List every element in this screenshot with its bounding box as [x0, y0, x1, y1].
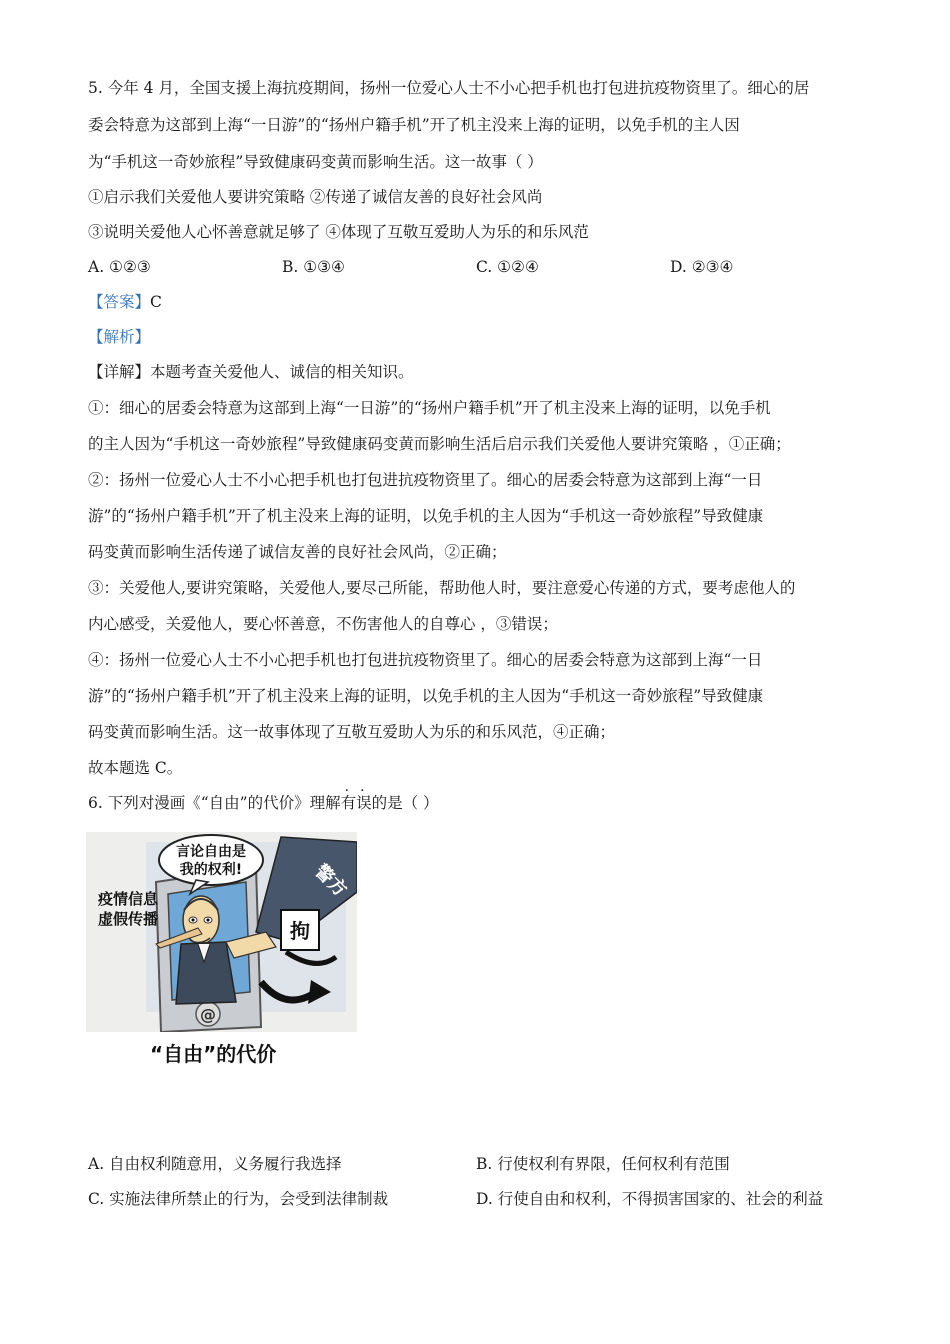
q5-stem-line-3: 为“手机这一奇妙旅程”导致健康码变黄而影响生活。这一故事（ ）: [88, 153, 543, 171]
q6-stem: [88, 793, 439, 813]
detail-line-11: 码变黄而影响生活。这一故事体现了互敬互爱助人为乐的和乐风范，④正确；: [88, 723, 616, 741]
detail-line-7: ③：关爱他人,要讲究策略，关爱他人,要尽己所能，帮助他人时，要注意爱心传递的方式，要考虑他人的: [88, 579, 796, 597]
q6-stem-before: 6. 下列对漫画《“自由”的代价》理解: [88, 794, 341, 812]
q5-option-d: D. ②③④: [670, 258, 734, 276]
q5-answer: [88, 292, 162, 312]
q5-option-c: C. ①②④: [476, 258, 539, 276]
at-symbol: @: [200, 1005, 216, 1024]
q6-option-a: A. 自由权利随意用，义务履行我选择: [88, 1155, 342, 1173]
cartoon-caption: “自由”的代价: [150, 1042, 277, 1066]
bubble-line-2: 我的权利!: [179, 862, 243, 878]
answer-value: C: [150, 293, 162, 311]
q5-statement-3-4: ③说明关爱他人心怀善意就足够了 ④体现了互敬互爱助人为乐的和乐风范: [88, 223, 589, 241]
detail-line-8: 内心感受，关爱他人，要心怀善意，不伤害他人的自尊心 ，③错误；: [88, 615, 558, 633]
detail-line-4: ②：扬州一位爱心人士不小心把手机也打包进抗疫物资里了。细心的居委会特意为这部到上海“一日: [88, 471, 763, 489]
q5-option-a: A. ①②③: [88, 258, 151, 276]
bubble-line-1: 言论自由是: [176, 844, 246, 860]
q6-stem-emphasis: [341, 794, 372, 812]
q5-statement-1-2: ①启示我们关爱他人要讲究策略 ②传递了诚信友善的良好社会风尚: [88, 188, 543, 206]
sleeve-text: 警方: [310, 860, 351, 901]
detail-line-3: 的主人因为“手机这一奇妙旅程”导致健康码变黄而影响生活后启示我们关爱他人要讲究策略 ，①正确；: [88, 435, 791, 453]
detail-line-1: 【详解】本题考查关爱他人、诚信的相关知识。: [88, 363, 414, 381]
answer-label: 【答案】: [88, 293, 151, 311]
detail-line-9: ④：扬州一位爱心人士不小心把手机也打包进抗疫物资里了。细心的居委会特意为这部到上海“一日: [88, 651, 763, 669]
q5-option-b: B. ①③④: [282, 258, 345, 276]
left-text-line-2: 虚假传播: [98, 910, 159, 928]
emph-char-2: 误: [356, 794, 372, 812]
detail-line-5: 游”的“扬州户籍手机”开了机主没来上海的证明，以免手机的主人因为“手机这一奇妙旅程”导致健康: [88, 507, 764, 525]
detail-line-2: ①：细心的居委会特意为这部到上海“一日游”的“扬州户籍手机”开了机主没来上海的证明，以免手机: [88, 399, 771, 417]
q6-option-b: B. 行使权利有界限，任何权利有范围: [476, 1155, 730, 1173]
analysis-label: 【解析】: [88, 328, 151, 346]
cartoon-drawing: [86, 832, 357, 1032]
q6-option-d: D. 行使自由和权利，不得损害国家的、社会的利益: [476, 1190, 824, 1208]
q5-stem-line-1: 5. 今年 4 月，全国支援上海抗疫期间，扬州一位爱心人士不小心把手机也打包进抗疫物资里了。细心的居: [88, 79, 810, 97]
detail-line-12: 故本题选 C。: [88, 759, 183, 777]
q5-stem-line-2: 委会特意为这部到上海“一日游”的“扬州户籍手机”开了机主没来上海的证明，以免手机的主人因: [88, 116, 740, 134]
q6-stem-after: 的是（ ）: [371, 794, 439, 812]
emph-char-1: 有: [340, 794, 357, 812]
left-text-line-1: 疫情信息: [98, 890, 159, 908]
cartoon-image: [86, 832, 357, 1032]
q6-option-c: C. 实施法律所禁止的行为，会受到法律制裁: [88, 1190, 389, 1208]
sign-text: 拘: [290, 919, 310, 943]
detail-line-6: 码变黄而影响生活传递了诚信友善的良好社会风尚，②正确；: [88, 543, 507, 561]
detail-line-10: 游”的“扬州户籍手机”开了机主没来上海的证明，以免手机的主人因为“手机这一奇妙旅程”导致健康: [88, 687, 764, 705]
